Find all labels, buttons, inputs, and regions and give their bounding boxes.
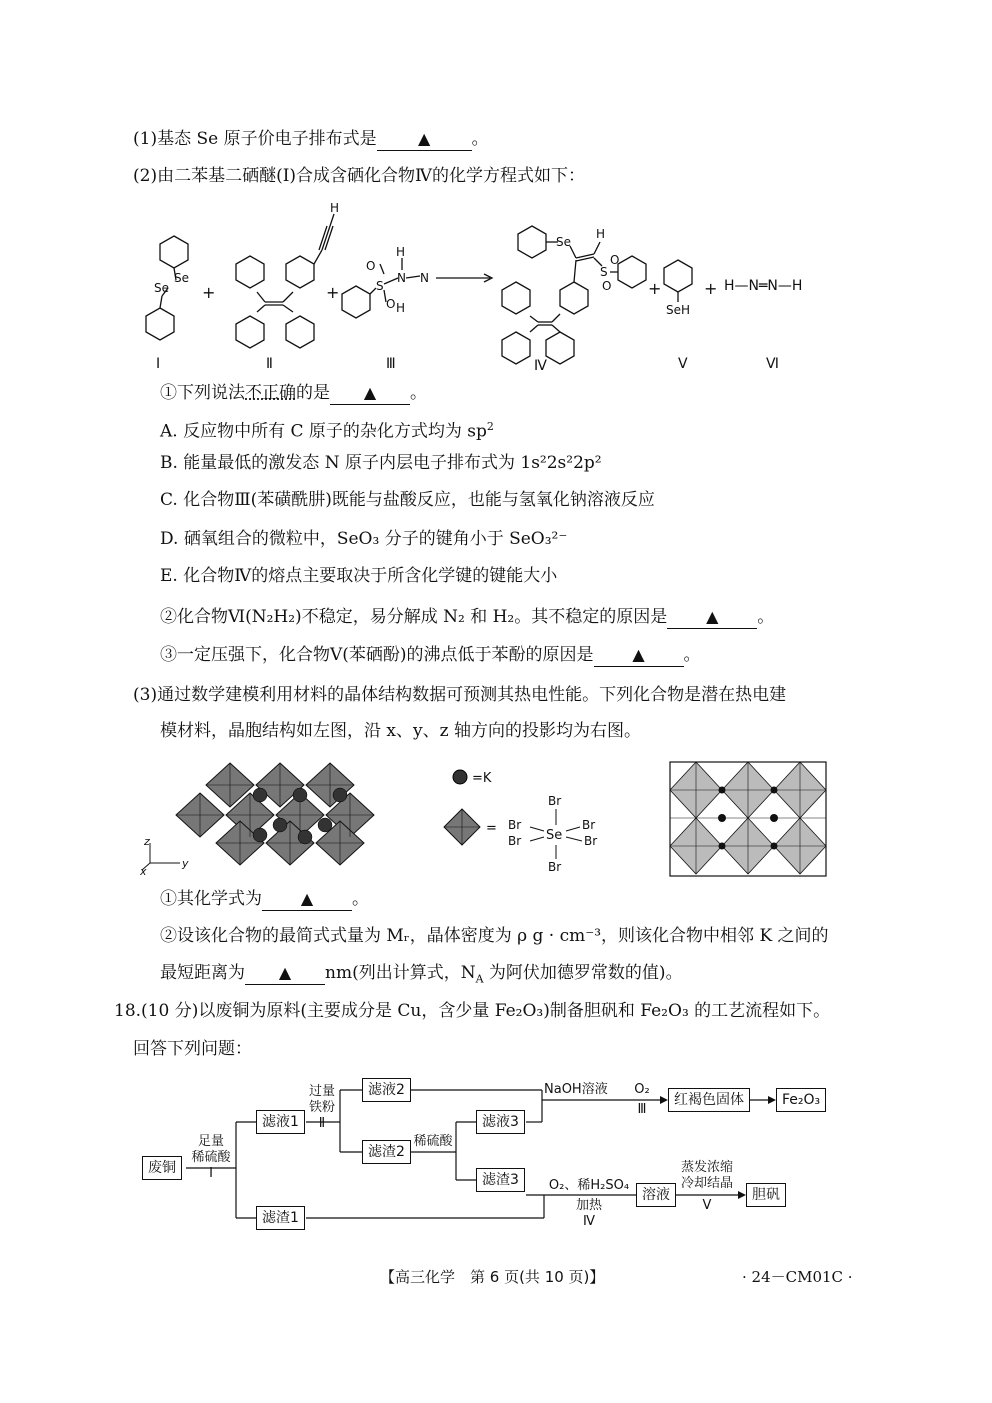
step-3-label: Ⅲ [637, 1102, 647, 1117]
question-3-line1: (3)通过数学建模利用材料的晶体结构数据可预测其热电性能。下列化合物是潜在热电建 [133, 685, 787, 705]
label-IV: Ⅳ [534, 358, 547, 373]
box-lvzha3: 滤渣3 [476, 1168, 525, 1192]
box-rongye: 溶液 [636, 1183, 676, 1207]
atom-o: O [602, 279, 612, 293]
plus-sign: + [704, 279, 718, 298]
question-3-2-line1: ②设该化合物的最简式式量为 Mᵣ，晶体密度为 ρ g · cm⁻³，则该化合物中相邻 K 之间的 [160, 926, 829, 946]
axis-x-label: x [140, 865, 147, 875]
question-1: (1)基态 Se 原子价电子排布式是 ▲ 。 [133, 129, 489, 149]
label-VI: Ⅵ [766, 356, 779, 372]
naoh-label: NaOH溶液 [544, 1082, 608, 1097]
box-danfan: 胆矾 [746, 1183, 786, 1207]
svg-text:Br: Br [548, 860, 562, 874]
atom-h: H [396, 245, 406, 259]
question-2-2: ②化合物Ⅵ(N₂H₂)不稳定，易分解成 N₂ 和 H₂。其不稳定的原因是 ▲ 。 [160, 607, 775, 627]
o2-label: O₂ [634, 1082, 650, 1097]
box-lvye3: 滤液3 [476, 1110, 525, 1134]
svg-text:Br: Br [582, 818, 596, 832]
footer-page-info: 【高三化学 第 6 页(共 10 页)】 [380, 1268, 605, 1286]
question-18-line1: 18.(10 分)以废铜为原料(主要成分是 Cu，含少量 Fe₂O₃)制备胆矾和 Fe₂O₃ 的工艺流程如下。 [114, 1001, 831, 1021]
label-III: Ⅲ [386, 356, 396, 372]
answer-blank[interactable]: ▲ [330, 382, 410, 405]
svg-text:Br: Br [584, 834, 598, 848]
question-3-2-line2: 最短距离为 ▲ nm(列出计算式，$N_A$ 为阿伏加德罗常数的值)。 [160, 963, 683, 986]
atom-s: S [600, 265, 608, 279]
svg-text:Br: Br [508, 818, 522, 832]
option-a: A. 反应物中所有 C 原子的杂化方式均为 $sp^2$ [160, 420, 494, 442]
step-5-label: 蒸发浓缩 冷却结晶 [680, 1160, 733, 1191]
answer-blank[interactable]: ▲ [245, 962, 325, 985]
atom-se: Se [154, 281, 169, 295]
option-c: C. 化合物Ⅲ(苯磺酰肼)既能与盐酸反应，也能与氢氧化钠溶液反应 [160, 490, 655, 510]
question-3-1: ①其化学式为 ▲ 。 [160, 889, 369, 909]
answer-blank[interactable]: ▲ [377, 128, 472, 151]
box-feitong: 废铜 [142, 1156, 182, 1180]
atom-o: O [366, 259, 376, 273]
step-xiliusuan-label: 稀硫酸 [413, 1134, 453, 1149]
atom-h: H [396, 301, 406, 315]
option-d: D. 硒氧组合的微粒中，SeO₃ 分子的键角小于 SeO₃²⁻ [160, 529, 568, 549]
box-lvye1: 滤液1 [256, 1110, 305, 1134]
question-2-3: ③一定压强下，化合物Ⅴ(苯硒酚)的沸点低于苯酚的原因是 ▲ 。 [160, 645, 701, 665]
question-2: (2)由二苯基二硒醚(Ⅰ)合成含硒化合物Ⅳ的化学方程式如下： [133, 166, 586, 186]
step-1-label: 足量 稀硫酸 Ⅰ [191, 1134, 231, 1181]
box-fe2o3: Fe₂O₃ [776, 1088, 826, 1112]
atom-se: Se [174, 271, 189, 285]
question-3-line2: 模材料，晶胞结构如左图，沿 x、y、z 轴方向的投影均为右图。 [160, 721, 641, 741]
question-18-line2: 回答下列问题： [133, 1039, 252, 1059]
svg-text:Br: Br [548, 794, 562, 808]
footer-code: · 24－CM01C · [742, 1268, 853, 1286]
answer-blank[interactable]: ▲ [594, 644, 684, 667]
atom-seh: SeH [666, 303, 691, 317]
answer-blank[interactable]: ▲ [262, 888, 352, 911]
diazene: H—N═N—H [724, 278, 803, 294]
step-5-roman: Ⅴ [702, 1198, 712, 1213]
label-I: Ⅰ [156, 356, 161, 372]
atom-o: O [386, 297, 396, 311]
svg-text:Br: Br [508, 834, 522, 848]
step-2-label: 过量 铁粉 Ⅱ [308, 1084, 335, 1131]
box-lvzha1: 滤渣1 [256, 1206, 305, 1230]
atom-se: Se [556, 235, 571, 249]
answer-blank[interactable]: ▲ [667, 606, 757, 629]
box-lvye2: 滤液2 [362, 1078, 411, 1102]
atom-h: H [330, 201, 340, 215]
label-II: Ⅱ [266, 356, 273, 372]
label-V: Ⅴ [678, 356, 688, 372]
atom-o: O [610, 253, 620, 267]
option-e: E. 化合物Ⅳ的熔点主要取决于所含化学键的键能大小 [160, 566, 558, 586]
step-4-label: O₂、稀H₂SO₄ [548, 1178, 630, 1193]
plus-sign: + [202, 283, 216, 302]
atom-s: S [376, 279, 384, 293]
box-hongheise: 红褐色固体 [668, 1088, 750, 1112]
plus-sign: + [326, 283, 340, 302]
svg-text:Se: Se [546, 828, 563, 843]
axis-z-label: z [144, 835, 150, 848]
question-2-1: ①下列说法不正确的是 ▲ 。 [160, 383, 427, 403]
option-b: B. 能量最低的激发态 N 原子内层电子排布式为 1s²2s²2p² [160, 453, 602, 473]
axis-y-label: y [182, 857, 189, 870]
box-lvzha2: 滤渣2 [362, 1140, 411, 1164]
atom-n: N [420, 271, 429, 285]
atom-n: N [397, 271, 406, 285]
svg-text:=: = [486, 821, 497, 836]
svg-text:=K: =K [472, 771, 492, 786]
atom-h: H [596, 227, 606, 241]
step-4-label-2: 加热 Ⅳ [575, 1198, 602, 1229]
plus-sign: + [648, 279, 662, 298]
